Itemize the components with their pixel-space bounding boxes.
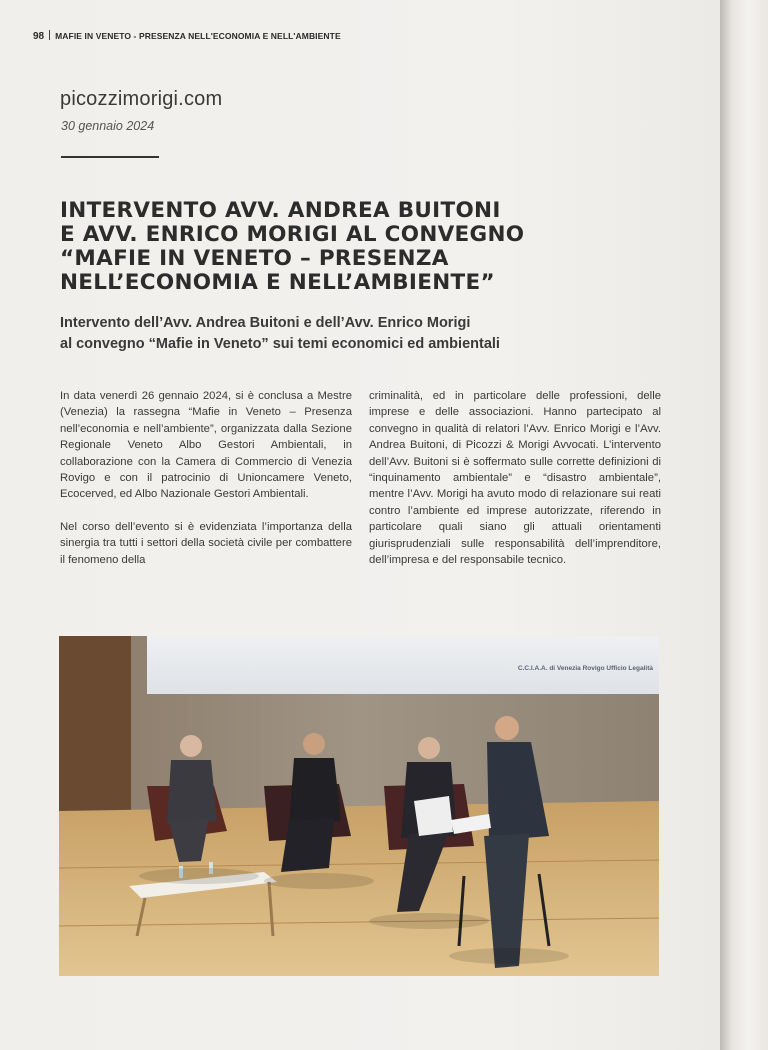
body-paragraph: Nel corso dell’evento si è evidenziata l’importanza della sinergia tra tutti i settori della società civile per combattere il fenomeno della <box>60 520 352 566</box>
body-paragraph: In data venerdì 26 gennaio 2024, si è conclusa a Mestre (Venezia) la rassegna “Mafie in Veneto – Presenza nell’economia e nell’ambiente”, organizzata dalla Sezione Regionale Veneto Albo Gestori Ambientali, in collaborazione con la Camera di Commercio di Venezia Rovigo e con il patrocinio di Unioncamere Veneto, Ecocerved, ed Albo Nazionale Gestori Ambientali. <box>60 390 352 501</box>
headline-line: “MAFIE IN VENETO – PRESENZA <box>60 246 449 271</box>
body-column-left <box>60 388 352 584</box>
body-paragraph: criminalità, ed in particolare delle professioni, delle imprese e delle associazioni. Hanno partecipato al convegno in qualità di relatori l’Avv. Enrico Morigi e l’Avv. Andrea Buitoni, di Picozzi & Morigi Avvocati. L’intervento dell’Avv. Buitoni si è soffermato sulle corrette definizioni di “inquinamento ambientale” e “disastro ambientale”, mentre l’Avv. Morigi ha avuto modo di relazionare sui reati contro l’ambiente ed imprese autorizzate, riferendo in particolare quali siano gli attuali orientamenti giurisprudenziali sulle responsabilità dell’imprenditore, dell’impresa e del responsabile tecnico. <box>369 390 661 567</box>
article-subtitle <box>60 313 660 355</box>
headline-line: E AVV. ENRICO MORIGI AL CONVEGNO <box>60 222 525 247</box>
article-headline <box>60 199 660 295</box>
subtitle-line: Intervento dell’Avv. Andrea Buitoni e dell’Avv. Enrico Morigi <box>60 315 471 331</box>
headline-line: NELL’ECONOMIA E NELL’AMBIENTE” <box>60 270 495 295</box>
subtitle-line: al convegno “Mafie in Veneto” sui temi economici ed ambientali <box>60 336 500 352</box>
conference-photo <box>59 636 659 976</box>
headline-line: INTERVENTO AVV. ANDREA BUITONI <box>60 198 501 223</box>
body-column-right <box>369 388 661 584</box>
running-title: MAFIE IN VENETO - PRESENZA NELL'ECONOMIA E NELL'AMBIENTE <box>55 31 341 41</box>
projection-screen-text: C.C.I.A.A. di Venezia Rovigo Ufficio Legalità <box>517 665 653 672</box>
publication-date: 30 gennaio 2024 <box>61 119 155 133</box>
conference-photo-illustration <box>59 636 659 976</box>
running-header <box>33 30 341 42</box>
source-site: picozzimorigi.com <box>60 88 223 110</box>
header-divider <box>49 30 50 40</box>
page-edge <box>720 0 768 1050</box>
section-rule <box>61 156 159 158</box>
page-number: 98 <box>33 31 45 42</box>
